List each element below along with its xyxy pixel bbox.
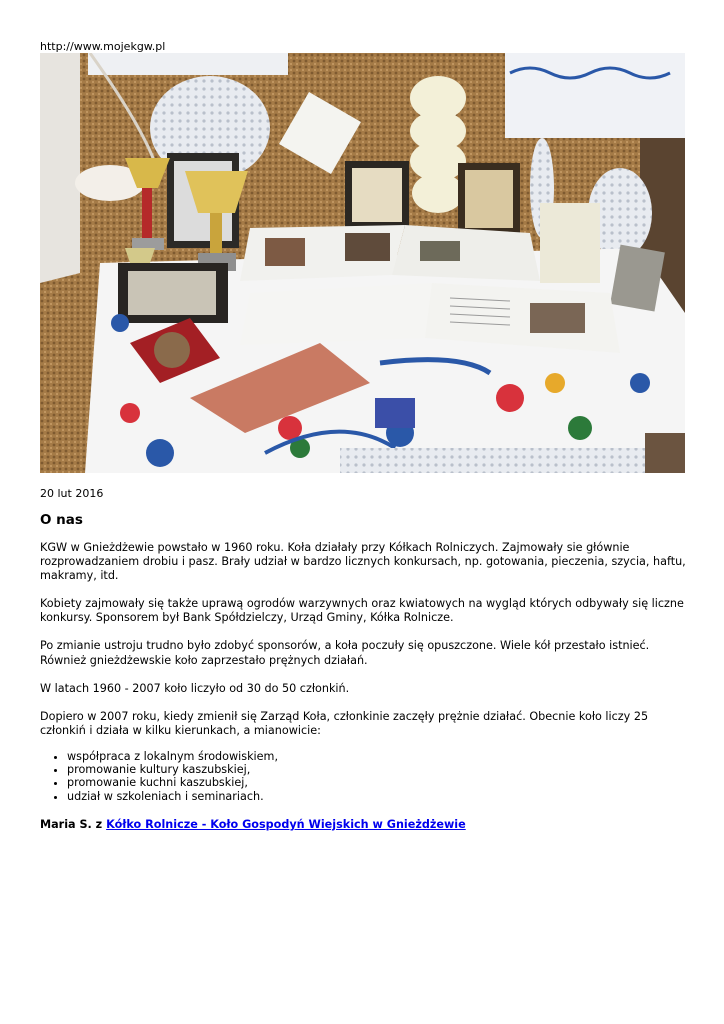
activity-list — [40, 750, 688, 803]
list-item: • udział w szkoleniach i seminariach. — [67, 790, 688, 803]
article-paragraph: Po zmianie ustroju trudno było zdobyć sponsorów, a koła poczuły się opuszczone. Wiele kół przestało istnieć. Również gnieżdżewskie koło zaprzestało prężnych działań. — [40, 639, 650, 667]
article-date: 20 lut 2016 — [40, 487, 104, 500]
list-item: • promowanie kultury kaszubskiej, — [67, 763, 688, 776]
article-paragraph: KGW w Gnieżdżewie powstało w 1960 roku. Koła działały przy Kółkach Rolniczych. Zajmowały sie głównie rozprowadzaniem drobiu i pasz. Brały udział w bardzo licznych konkursach, np. gotowania, pieczenia, szycia, haftu, makramy, itd. — [40, 541, 686, 583]
article-paragraph: Kobiety zajmowały się także uprawą ogrodów warzywnych oraz kwiatowych na wygląd których odbywały się liczne konkursy. Sponsorem był Bank Spółdzielczy, Urząd Gminy, Kółka Rolnicze. — [40, 597, 684, 625]
article-body — [40, 541, 688, 803]
article-paragraph: Dopiero w 2007 roku, kiedy zmienił się Zarząd Koła, członkinie zaczęły prężnie działać. Obecnie koło liczy 25 członkiń i działa w kilku kierunkach, a mianowicie: — [40, 709, 649, 737]
list-item: • współpraca z lokalnym środowiskiem, — [67, 750, 688, 763]
article-paragraph: W latach 1960 - 2007 koło liczyło od 30 do 50 członkiń. — [40, 681, 350, 695]
organization-link[interactable]: Kółko Rolnicze - Koło Gospodyń Wiejskich w Gnieżdżewie — [106, 818, 466, 831]
article-title: O nas — [40, 512, 83, 528]
list-item: • promowanie kuchni kaszubskiej, — [67, 776, 688, 789]
author-line — [40, 818, 466, 832]
page-url: http://www.mojekgw.pl — [40, 40, 166, 53]
article-photo — [40, 53, 685, 473]
author-name: Maria S. z — [40, 818, 103, 831]
